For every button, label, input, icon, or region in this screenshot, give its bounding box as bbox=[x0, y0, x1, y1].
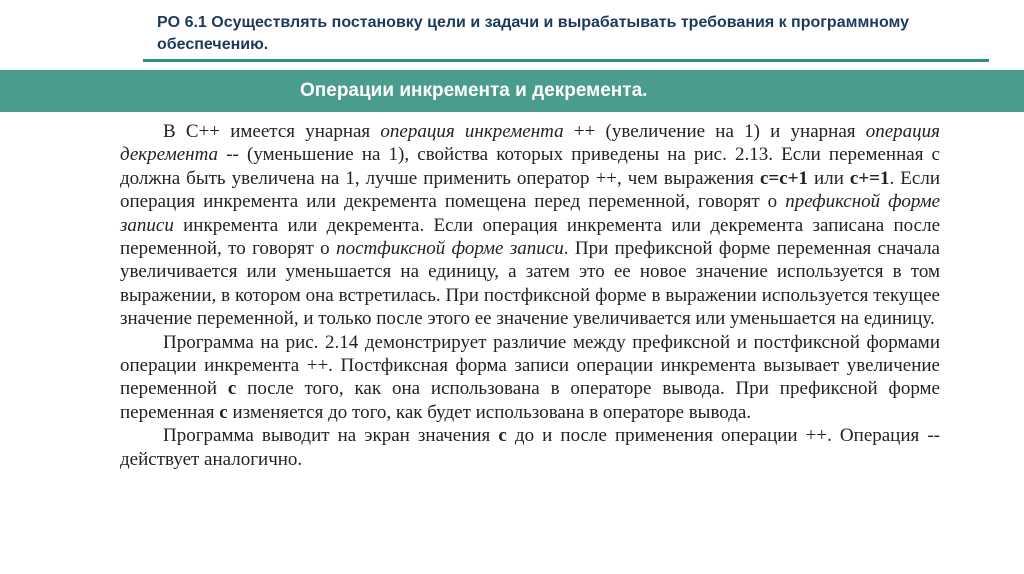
header-divider bbox=[143, 59, 989, 62]
text-run: -- (уменьшение на 1), свойства которых приведены на рис. 2.13. Если переменная с должна быть увеличена на 1, лучше применить оператор ++, чем выражения bbox=[120, 144, 940, 189]
text-run: до и после применения операции ++. Операция -- действует аналогично. bbox=[120, 425, 940, 470]
italic-term: постфиксной форме записи bbox=[336, 238, 564, 260]
text-run: ++ (увеличение на 1) и унарная bbox=[563, 121, 866, 142]
paragraph-increment-decrement bbox=[120, 120, 940, 331]
slide-title: Операции инкремента и декремента. bbox=[300, 80, 648, 101]
italic-term: префиксной форме записи bbox=[120, 191, 941, 236]
code-variable: с bbox=[498, 425, 507, 447]
paragraph-program-demo bbox=[120, 331, 940, 425]
code-expression: с=с+1 bbox=[759, 167, 808, 189]
code-expression: с+=1 bbox=[849, 167, 890, 189]
code-variable: с bbox=[219, 401, 228, 423]
text-run: после того, как она использована в операторе вывода. При префиксной форме переменная bbox=[120, 378, 940, 423]
textbook-excerpt bbox=[120, 120, 940, 471]
text-run: Программа выводит на экран значения bbox=[163, 425, 499, 447]
objective-heading: PO 6.1 Осуществлять постановку цели и задачи и вырабатывать требования к программному обеспечению. bbox=[157, 14, 910, 53]
text-run: . Если операция инкремента или декремента помещена перед переменной, говорят о bbox=[120, 167, 941, 213]
text-run: В С++ имеется унарная bbox=[163, 121, 381, 142]
text-run: изменяется до того, как будет использована в операторе вывода. bbox=[227, 401, 752, 423]
title-band bbox=[0, 70, 1024, 112]
italic-term: операция инкремента bbox=[380, 121, 564, 142]
code-variable: с bbox=[227, 378, 237, 400]
text-run: Программа на рис. 2.14 демонстрирует различие между префиксной и постфиксной формами операции инкремента ++. Постфиксная форма записи операции инкремента вызывает увеличение переменной bbox=[120, 331, 940, 400]
text-run: инкремента или декремента. Если операция инкремента или декремента записана после переменной, то говорят о bbox=[120, 214, 940, 260]
text-run: . При префиксной форме переменная сначала увеличивается или уменьшается на единицу, а затем это ее новое значение используется в том выражении, в котором она встретилась. При постфиксной форме в выражении используется текущее значение переменной, и только после этого ее значение увеличивается или уменьшается на единицу. bbox=[120, 238, 940, 330]
italic-term: операция декремента bbox=[120, 121, 940, 166]
paragraph-program-output bbox=[120, 424, 940, 471]
text-run: или bbox=[808, 167, 850, 189]
